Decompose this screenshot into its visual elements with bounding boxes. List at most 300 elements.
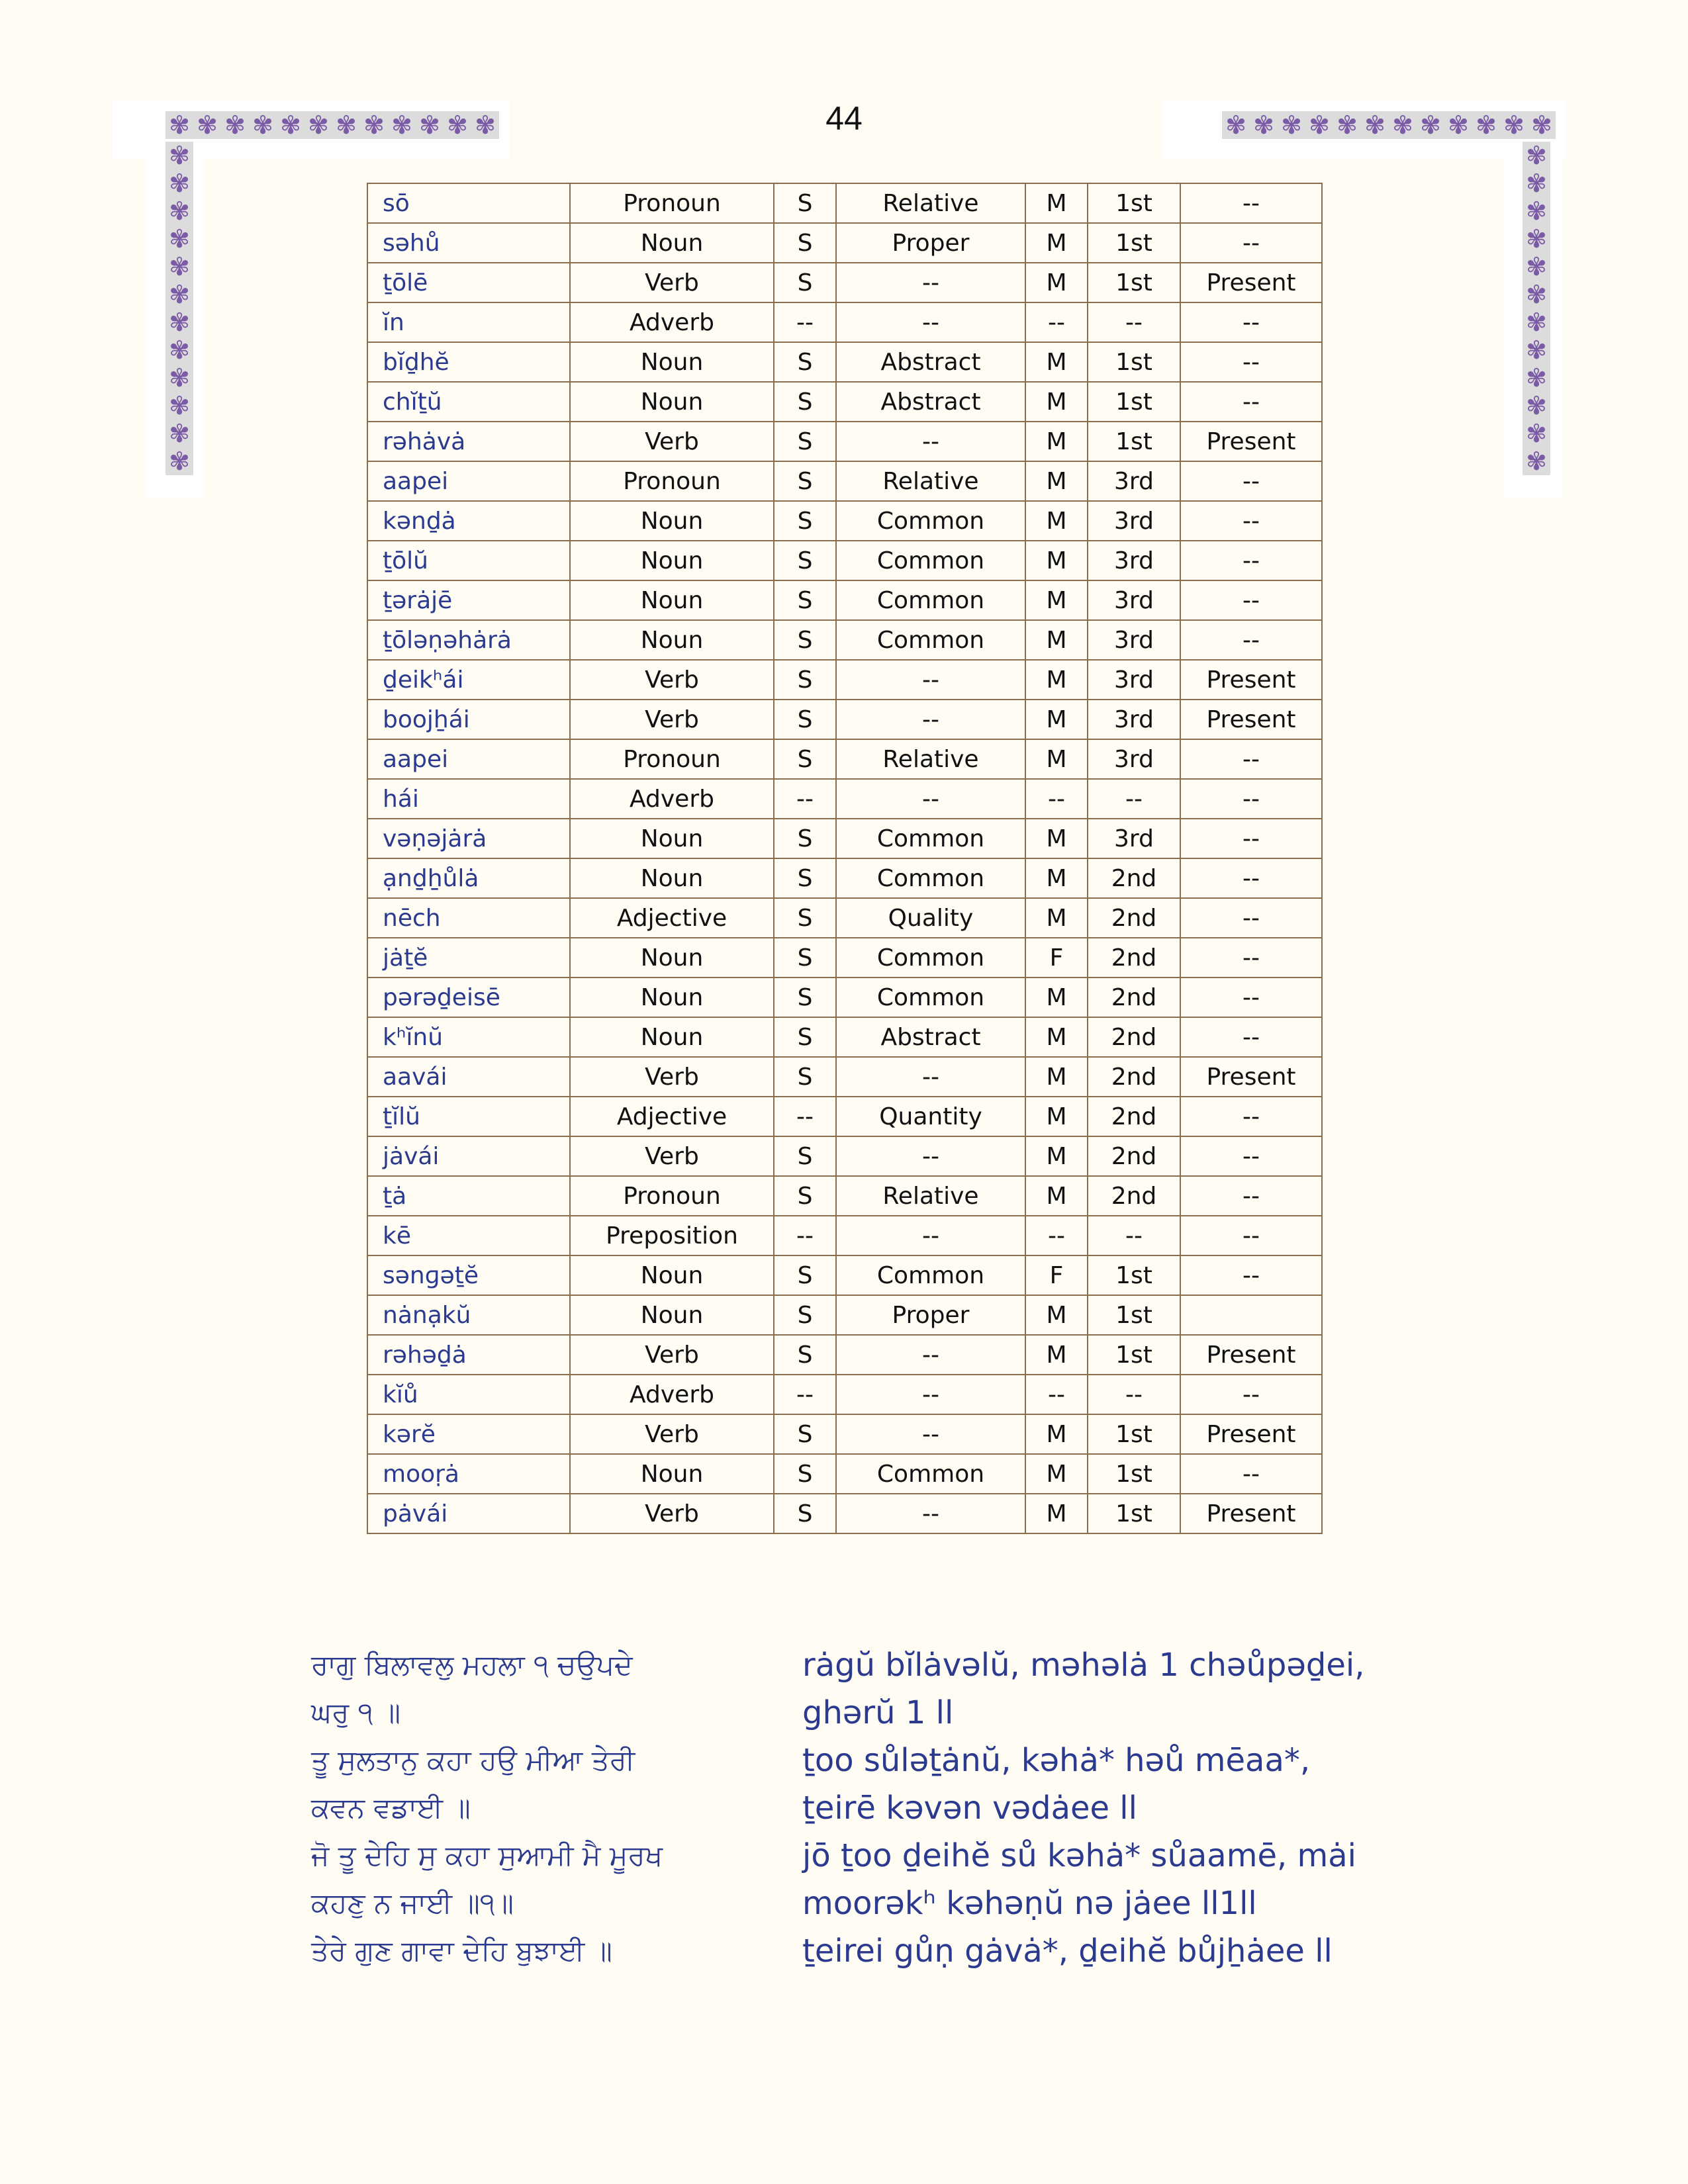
number-cell: S (774, 700, 836, 739)
border-left (165, 142, 193, 475)
flower-icon: ✾ (1526, 169, 1547, 198)
word-cell: pərəḏeisē (367, 978, 570, 1017)
gender-cell: M (1025, 223, 1088, 263)
word-cell: ṯərȧjē (367, 580, 570, 620)
flower-icon: ✾ (1526, 363, 1547, 392)
type-cell: Abstract (836, 342, 1025, 382)
person-cell: 2nd (1088, 1057, 1180, 1097)
number-cell: S (774, 819, 836, 858)
flower-icon: ✾ (169, 308, 190, 337)
gurmukhi-line: ਰਾਗੁ ਬਿਲਾਵਲੁ ਮਹਲਾ ੧ ਚਉਪਦੇ (311, 1649, 633, 1681)
tense-cell: -- (1180, 739, 1322, 779)
person-cell: 1st (1088, 1295, 1180, 1335)
table-row (367, 1255, 1322, 1295)
tense-cell: Present (1180, 422, 1322, 461)
number-cell: -- (774, 1097, 836, 1136)
person-cell: 2nd (1088, 1176, 1180, 1216)
gender-cell: M (1025, 1136, 1088, 1176)
gurmukhi-line: ਤੇਰੇ ਗੁਣ ਗਾਵਾ ਦੇਹਿ ਬੁਝਾਈ ॥ (311, 1934, 612, 1967)
tense-cell: Present (1180, 660, 1322, 700)
flower-icon: ✾ (1476, 111, 1497, 140)
flower-icon: ✾ (169, 141, 190, 170)
tense-cell: Present (1180, 700, 1322, 739)
pos-cell: Noun (570, 223, 774, 263)
translit-line: ghərŭ 1 ll (802, 1694, 954, 1731)
number-cell: S (774, 620, 836, 660)
tense-cell: -- (1180, 541, 1322, 580)
verse-gurmukhi (311, 1641, 735, 1975)
flower-icon: ✾ (419, 111, 440, 140)
type-cell: Common (836, 938, 1025, 978)
person-cell: 1st (1088, 223, 1180, 263)
type-cell: Relative (836, 183, 1025, 223)
gender-cell: M (1025, 1057, 1088, 1097)
pos-cell: Verb (570, 1057, 774, 1097)
type-cell: Abstract (836, 382, 1025, 422)
tense-cell (1180, 1295, 1322, 1335)
tense-cell: -- (1180, 223, 1322, 263)
table-row (367, 1176, 1322, 1216)
word-cell: ṯȧ (367, 1176, 570, 1216)
type-cell: -- (836, 700, 1025, 739)
gender-cell: -- (1025, 1216, 1088, 1255)
person-cell: 3rd (1088, 700, 1180, 739)
table-row (367, 342, 1322, 382)
gender-cell: M (1025, 1414, 1088, 1454)
table-row (367, 382, 1322, 422)
flower-icon: ✾ (169, 419, 190, 448)
number-cell: S (774, 501, 836, 541)
gurmukhi-line: ਜੋ ਤੂ ਦੇਹਿ ਸੁ ਕਹਾ ਸੁਆਮੀ ਮੈ ਮੂਰਖ (311, 1839, 663, 1872)
word-cell: kənḏȧ (367, 501, 570, 541)
person-cell: 3rd (1088, 501, 1180, 541)
flower-icon: ✾ (1526, 252, 1547, 281)
table-row (367, 1454, 1322, 1494)
gender-cell: M (1025, 1017, 1088, 1057)
person-cell: 1st (1088, 1255, 1180, 1295)
gender-cell: M (1025, 660, 1088, 700)
number-cell: -- (774, 779, 836, 819)
pos-cell: Noun (570, 1017, 774, 1057)
number-cell: -- (774, 302, 836, 342)
word-cell: chĭṯŭ (367, 382, 570, 422)
translit-line: rȧgŭ bĭlȧvəlŭ, məhəlȧ 1 chəůpəḏei, (802, 1647, 1365, 1684)
word-cell: kʰĭnŭ (367, 1017, 570, 1057)
word-cell: kē (367, 1216, 570, 1255)
word-cell: pȧvái (367, 1494, 570, 1533)
person-cell: 3rd (1088, 620, 1180, 660)
tense-cell: -- (1180, 1255, 1322, 1295)
gender-cell: M (1025, 620, 1088, 660)
table-row (367, 1414, 1322, 1454)
number-cell: S (774, 422, 836, 461)
tense-cell: -- (1180, 382, 1322, 422)
table-row (367, 660, 1322, 700)
flower-icon: ✾ (1364, 111, 1385, 140)
person-cell: 2nd (1088, 938, 1180, 978)
number-cell: S (774, 183, 836, 223)
word-cell: aapei (367, 739, 570, 779)
flower-icon: ✾ (1526, 197, 1547, 226)
word-cell: jȧṯĕ (367, 938, 570, 978)
flower-icon: ✾ (1253, 111, 1274, 140)
flower-icon: ✾ (169, 447, 190, 476)
gurmukhi-line: ਤੂ ਸੁਲਤਾਨੁ ਕਹਾ ਹਉ ਮੀਆ ਤੇਰੀ (311, 1744, 635, 1776)
person-cell: 3rd (1088, 819, 1180, 858)
gender-cell: M (1025, 263, 1088, 302)
pos-cell: Pronoun (570, 461, 774, 501)
table-row (367, 898, 1322, 938)
translit-line: jō ṯoo ḏeihĕ sů kəhȧ* sůaamē, mȧi (802, 1837, 1356, 1874)
gender-cell: M (1025, 580, 1088, 620)
table-row (367, 1375, 1322, 1414)
tense-cell: -- (1180, 501, 1322, 541)
pos-cell: Noun (570, 1454, 774, 1494)
gender-cell: M (1025, 1097, 1088, 1136)
pos-cell: Verb (570, 1335, 774, 1375)
pos-cell: Adverb (570, 779, 774, 819)
number-cell: S (774, 223, 836, 263)
word-cell: hái (367, 779, 570, 819)
translit-line: moorəkʰ kəhəṇŭ nə jȧee ll1ll (802, 1885, 1257, 1922)
person-cell: 2nd (1088, 1136, 1180, 1176)
table-row (367, 302, 1322, 342)
flower-icon: ✾ (1225, 111, 1246, 140)
number-cell: S (774, 1335, 836, 1375)
gender-cell: M (1025, 739, 1088, 779)
flower-icon: ✾ (224, 111, 246, 140)
gender-cell: M (1025, 1454, 1088, 1494)
number-cell: S (774, 263, 836, 302)
pos-cell: Verb (570, 660, 774, 700)
number-cell: S (774, 1176, 836, 1216)
table-row (367, 819, 1322, 858)
tense-cell: Present (1180, 1335, 1322, 1375)
person-cell: 3rd (1088, 580, 1180, 620)
type-cell: Quantity (836, 1097, 1025, 1136)
pos-cell: Noun (570, 978, 774, 1017)
tense-cell: -- (1180, 302, 1322, 342)
type-cell: -- (836, 779, 1025, 819)
flower-icon: ✾ (169, 336, 190, 365)
gender-cell: M (1025, 461, 1088, 501)
type-cell: Quality (836, 898, 1025, 938)
number-cell: S (774, 1017, 836, 1057)
verse-transliteration (802, 1641, 1398, 1975)
pos-cell: Verb (570, 700, 774, 739)
tense-cell: -- (1180, 819, 1322, 858)
person-cell: 2nd (1088, 1097, 1180, 1136)
type-cell: Relative (836, 739, 1025, 779)
number-cell: S (774, 1494, 836, 1533)
tense-cell: -- (1180, 1216, 1322, 1255)
pos-cell: Noun (570, 1295, 774, 1335)
person-cell: 3rd (1088, 541, 1180, 580)
flower-icon: ✾ (169, 391, 190, 420)
type-cell: -- (836, 263, 1025, 302)
number-cell: S (774, 1454, 836, 1494)
table-row (367, 938, 1322, 978)
person-cell: 1st (1088, 382, 1180, 422)
table-row (367, 501, 1322, 541)
word-cell: ḏeikʰái (367, 660, 570, 700)
person-cell: 2nd (1088, 978, 1180, 1017)
number-cell: S (774, 858, 836, 898)
border-top-right (1222, 111, 1556, 139)
gender-cell: M (1025, 1176, 1088, 1216)
flower-icon: ✾ (1526, 336, 1547, 365)
tense-cell: -- (1180, 620, 1322, 660)
type-cell: -- (836, 1057, 1025, 1097)
flower-icon: ✾ (197, 111, 218, 140)
word-cell: ạnḏẖůlȧ (367, 858, 570, 898)
gender-cell: -- (1025, 1375, 1088, 1414)
person-cell: -- (1088, 1375, 1180, 1414)
type-cell: Common (836, 819, 1025, 858)
person-cell: 1st (1088, 263, 1180, 302)
word-cell: sō (367, 183, 570, 223)
person-cell: 3rd (1088, 461, 1180, 501)
type-cell: -- (836, 1216, 1025, 1255)
flower-icon: ✾ (475, 111, 496, 140)
person-cell: 1st (1088, 342, 1180, 382)
type-cell: Common (836, 620, 1025, 660)
number-cell: S (774, 1255, 836, 1295)
pos-cell: Noun (570, 580, 774, 620)
pos-cell: Pronoun (570, 183, 774, 223)
word-cell: kərĕ (367, 1414, 570, 1454)
flower-icon: ✾ (169, 197, 190, 226)
border-top-left (165, 111, 499, 139)
border-right (1523, 142, 1550, 475)
person-cell: -- (1088, 779, 1180, 819)
tense-cell: -- (1180, 1176, 1322, 1216)
pos-cell: Noun (570, 501, 774, 541)
number-cell: -- (774, 1216, 836, 1255)
pos-cell: Adjective (570, 898, 774, 938)
translit-line: ṯeirē kəvən vədȧee ll (802, 1790, 1137, 1827)
type-cell: -- (836, 1375, 1025, 1414)
word-cell: aapei (367, 461, 570, 501)
flower-icon: ✾ (1526, 224, 1547, 253)
table-row (367, 1494, 1322, 1533)
type-cell: -- (836, 302, 1025, 342)
pos-cell: Adverb (570, 302, 774, 342)
flower-icon: ✾ (169, 169, 190, 198)
tense-cell: -- (1180, 858, 1322, 898)
gender-cell: M (1025, 819, 1088, 858)
person-cell: 2nd (1088, 1017, 1180, 1057)
number-cell: S (774, 342, 836, 382)
word-cell: kĭů (367, 1375, 570, 1414)
table-row (367, 223, 1322, 263)
tense-cell: -- (1180, 978, 1322, 1017)
gender-cell: M (1025, 501, 1088, 541)
type-cell: -- (836, 1335, 1025, 1375)
gender-cell: M (1025, 1335, 1088, 1375)
type-cell: -- (836, 422, 1025, 461)
tense-cell: -- (1180, 1375, 1322, 1414)
flower-icon: ✾ (1420, 111, 1441, 140)
number-cell: S (774, 541, 836, 580)
word-cell: bĭḏhĕ (367, 342, 570, 382)
page-number: 44 (825, 100, 863, 137)
number-cell: S (774, 739, 836, 779)
word-cell: mooṛȧ (367, 1454, 570, 1494)
number-cell: -- (774, 1375, 836, 1414)
pos-cell: Noun (570, 342, 774, 382)
gender-cell: M (1025, 541, 1088, 580)
word-cell: nȧnạkŭ (367, 1295, 570, 1335)
gurmukhi-line: ਕਵਨ ਵਡਾਈ ॥ (311, 1792, 471, 1824)
word-cell: rəhəḏȧ (367, 1335, 570, 1375)
flower-icon: ✾ (447, 111, 468, 140)
flower-icon: ✾ (308, 111, 329, 140)
number-cell: S (774, 1057, 836, 1097)
table-row (367, 580, 1322, 620)
table-row (367, 1057, 1322, 1097)
pos-cell: Pronoun (570, 1176, 774, 1216)
tense-cell: Present (1180, 1494, 1322, 1533)
number-cell: S (774, 938, 836, 978)
flower-icon: ✾ (280, 111, 301, 140)
pos-cell: Noun (570, 819, 774, 858)
person-cell: 1st (1088, 1454, 1180, 1494)
tense-cell: -- (1180, 1454, 1322, 1494)
flower-icon: ✾ (363, 111, 385, 140)
number-cell: S (774, 580, 836, 620)
person-cell: -- (1088, 1216, 1180, 1255)
tense-cell: Present (1180, 263, 1322, 302)
grammar-table (367, 183, 1323, 1534)
type-cell: -- (836, 1494, 1025, 1533)
pos-cell: Adverb (570, 1375, 774, 1414)
gurmukhi-line: ਘਰੁ ੧ ॥ (311, 1696, 401, 1729)
type-cell: -- (836, 1136, 1025, 1176)
type-cell: Common (836, 858, 1025, 898)
flower-icon: ✾ (1281, 111, 1302, 140)
flower-icon: ✾ (169, 280, 190, 309)
word-cell: aavái (367, 1057, 570, 1097)
gurmukhi-line: ਕਹਣੁ ਨ ਜਾਈ ॥੧॥ (311, 1887, 514, 1919)
word-cell: sənɡəṯĕ (367, 1255, 570, 1295)
number-cell: S (774, 1414, 836, 1454)
word-cell: ṯōlē (367, 263, 570, 302)
table-row (367, 1017, 1322, 1057)
type-cell: -- (836, 1414, 1025, 1454)
tense-cell: Present (1180, 1414, 1322, 1454)
flower-icon: ✾ (1526, 141, 1547, 170)
person-cell: 1st (1088, 1494, 1180, 1533)
pos-cell: Noun (570, 858, 774, 898)
person-cell: 1st (1088, 1414, 1180, 1454)
gender-cell: M (1025, 1494, 1088, 1533)
gender-cell: M (1025, 898, 1088, 938)
table-row (367, 422, 1322, 461)
flower-icon: ✾ (1526, 419, 1547, 448)
pos-cell: Verb (570, 1494, 774, 1533)
word-cell: rəhȧvȧ (367, 422, 570, 461)
number-cell: S (774, 978, 836, 1017)
type-cell: Relative (836, 1176, 1025, 1216)
type-cell: Common (836, 501, 1025, 541)
flower-icon: ✾ (391, 111, 412, 140)
table-row (367, 1097, 1322, 1136)
tense-cell: Present (1180, 1057, 1322, 1097)
table-row (367, 1335, 1322, 1375)
type-cell: Proper (836, 223, 1025, 263)
pos-cell: Noun (570, 382, 774, 422)
gender-cell: M (1025, 978, 1088, 1017)
flower-icon: ✾ (1336, 111, 1358, 140)
type-cell: Common (836, 1454, 1025, 1494)
person-cell: 3rd (1088, 660, 1180, 700)
gender-cell: M (1025, 183, 1088, 223)
pos-cell: Pronoun (570, 739, 774, 779)
pos-cell: Verb (570, 1136, 774, 1176)
gender-cell: M (1025, 382, 1088, 422)
table-row (367, 700, 1322, 739)
word-cell: jȧvái (367, 1136, 570, 1176)
number-cell: S (774, 660, 836, 700)
flower-icon: ✾ (1526, 280, 1547, 309)
table-row (367, 461, 1322, 501)
table-row (367, 779, 1322, 819)
pos-cell: Verb (570, 263, 774, 302)
table-row (367, 541, 1322, 580)
tense-cell: -- (1180, 580, 1322, 620)
translit-line: ṯoo sůləṯȧnŭ, kəhȧ* həů mēaa*, (802, 1742, 1311, 1779)
flower-icon: ✾ (169, 363, 190, 392)
person-cell: 1st (1088, 1335, 1180, 1375)
tense-cell: -- (1180, 898, 1322, 938)
gender-cell: -- (1025, 302, 1088, 342)
type-cell: Common (836, 541, 1025, 580)
pos-cell: Verb (570, 1414, 774, 1454)
type-cell: Relative (836, 461, 1025, 501)
table-row (367, 739, 1322, 779)
table-row (367, 1136, 1322, 1176)
gender-cell: -- (1025, 779, 1088, 819)
word-cell: vəṇəjȧrȧ (367, 819, 570, 858)
pos-cell: Noun (570, 1255, 774, 1295)
table-row (367, 858, 1322, 898)
word-cell: nēch (367, 898, 570, 938)
pos-cell: Verb (570, 422, 774, 461)
number-cell: S (774, 382, 836, 422)
person-cell: -- (1088, 302, 1180, 342)
word-cell: ṯōlŭ (367, 541, 570, 580)
pos-cell: Preposition (570, 1216, 774, 1255)
person-cell: 1st (1088, 422, 1180, 461)
type-cell: Common (836, 1255, 1025, 1295)
person-cell: 2nd (1088, 898, 1180, 938)
tense-cell: -- (1180, 779, 1322, 819)
word-cell: ĭn (367, 302, 570, 342)
table-row (367, 183, 1322, 223)
gender-cell: M (1025, 422, 1088, 461)
gender-cell: M (1025, 1295, 1088, 1335)
table-row (367, 263, 1322, 302)
flower-icon: ✾ (169, 252, 190, 281)
number-cell: S (774, 461, 836, 501)
tense-cell: -- (1180, 461, 1322, 501)
flower-icon: ✾ (1526, 447, 1547, 476)
gender-cell: M (1025, 700, 1088, 739)
number-cell: S (774, 898, 836, 938)
flower-icon: ✾ (1526, 391, 1547, 420)
type-cell: Common (836, 580, 1025, 620)
